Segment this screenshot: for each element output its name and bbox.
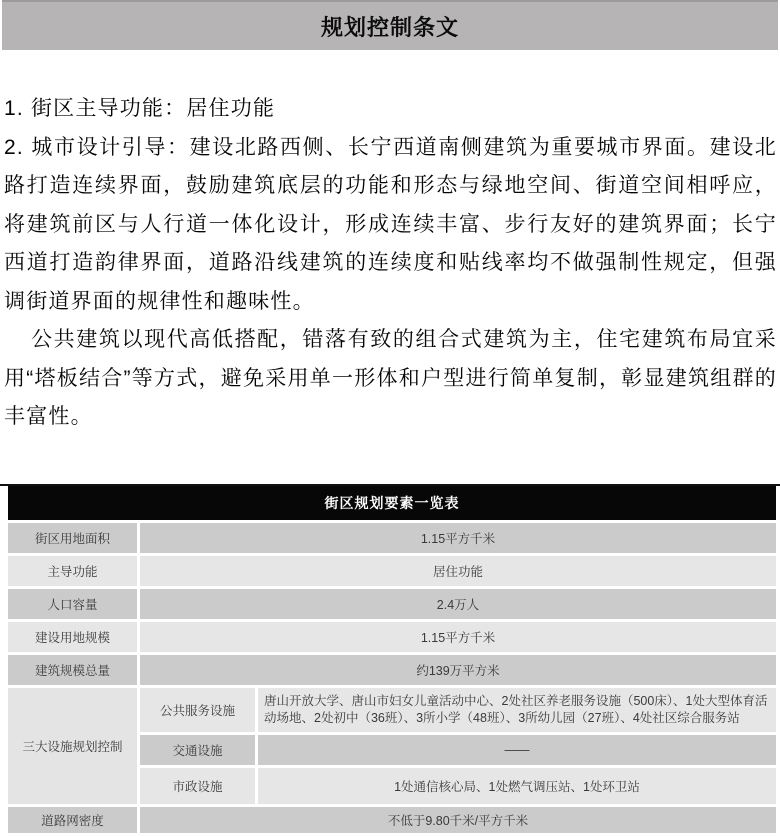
facilities-section — [8, 688, 776, 804]
row-value: 1.15平方千米 — [140, 523, 776, 553]
table-row — [8, 556, 776, 586]
paragraph-block-function: 1. 街区主导功能：居住功能 — [4, 97, 276, 120]
title-bar — [2, 0, 778, 50]
table-header — [8, 486, 776, 520]
row-label: 道路网密度 — [8, 807, 137, 833]
row-label: 人口容量 — [8, 589, 137, 619]
row-value: 2.4万人 — [140, 589, 776, 619]
row-value: 不低于9.80千米/平方千米 — [140, 807, 776, 833]
subrow-label: 公共服务设施 — [140, 688, 255, 732]
table-title: 街区规划要素一览表 — [324, 495, 460, 511]
subrow-value: 唐山开放大学、唐山市妇女儿童活动中心、2处社区养老服务设施（500床）、1处大型体育活动场地、2处初中（36班）、3所小学（48班）、3所幼儿园（27班）、4处社区综合服务站 — [258, 688, 776, 732]
subrow-value: —— — [258, 735, 776, 765]
table-row — [8, 589, 776, 619]
facilities-subrows — [140, 688, 776, 804]
page-title: 规划控制条文 — [320, 14, 459, 40]
table-row — [8, 523, 776, 553]
row-label: 街区用地面积 — [8, 523, 137, 553]
table-row — [8, 655, 776, 685]
row-label: 建筑规模总量 — [8, 655, 137, 685]
subrow-value: 1处通信核心局、1处燃气调压站、1处环卫站 — [258, 768, 776, 804]
paragraph-urban-design: 2. 城市设计引导：建设北路西侧、长宁西道南侧建筑为重要城市界面。建设北路打造连续界面，鼓励建筑底层的功能和形态与绿地空间、街道空间相呼应，将建筑前区与人行道一体化设计，形成连续丰富、步行友好的建筑界面；长宁西道打造韵律界面，道路沿线建筑的连续度和贴线率均不做强制性规定，但强调街道界面的规律性和趣味性。 — [4, 135, 777, 313]
row-value: 居住功能 — [140, 556, 776, 586]
row-value: 约139万平方米 — [140, 655, 776, 685]
paragraph-public-buildings: 公共建筑以现代高低搭配，错落有致的组合式建筑为主，住宅建筑布局宜采用“塔板结合”等方式，避免采用单一形体和户型进行简单复制，彰显建筑组群的丰富性。 — [4, 328, 777, 428]
subrow-label: 市政设施 — [140, 768, 255, 804]
row-label: 建设用地规模 — [8, 622, 137, 652]
table-subrow — [140, 735, 776, 765]
subrow-label: 交通设施 — [140, 735, 255, 765]
body-text — [4, 90, 777, 437]
row-value: 1.15平方千米 — [140, 622, 776, 652]
row-label: 主导功能 — [8, 556, 137, 586]
table-subrow — [140, 768, 776, 804]
table-row — [8, 807, 776, 833]
planning-elements-table — [8, 486, 776, 836]
section-label: 三大设施规划控制 — [8, 688, 137, 804]
table-row — [8, 622, 776, 652]
table-subrow — [140, 688, 776, 732]
